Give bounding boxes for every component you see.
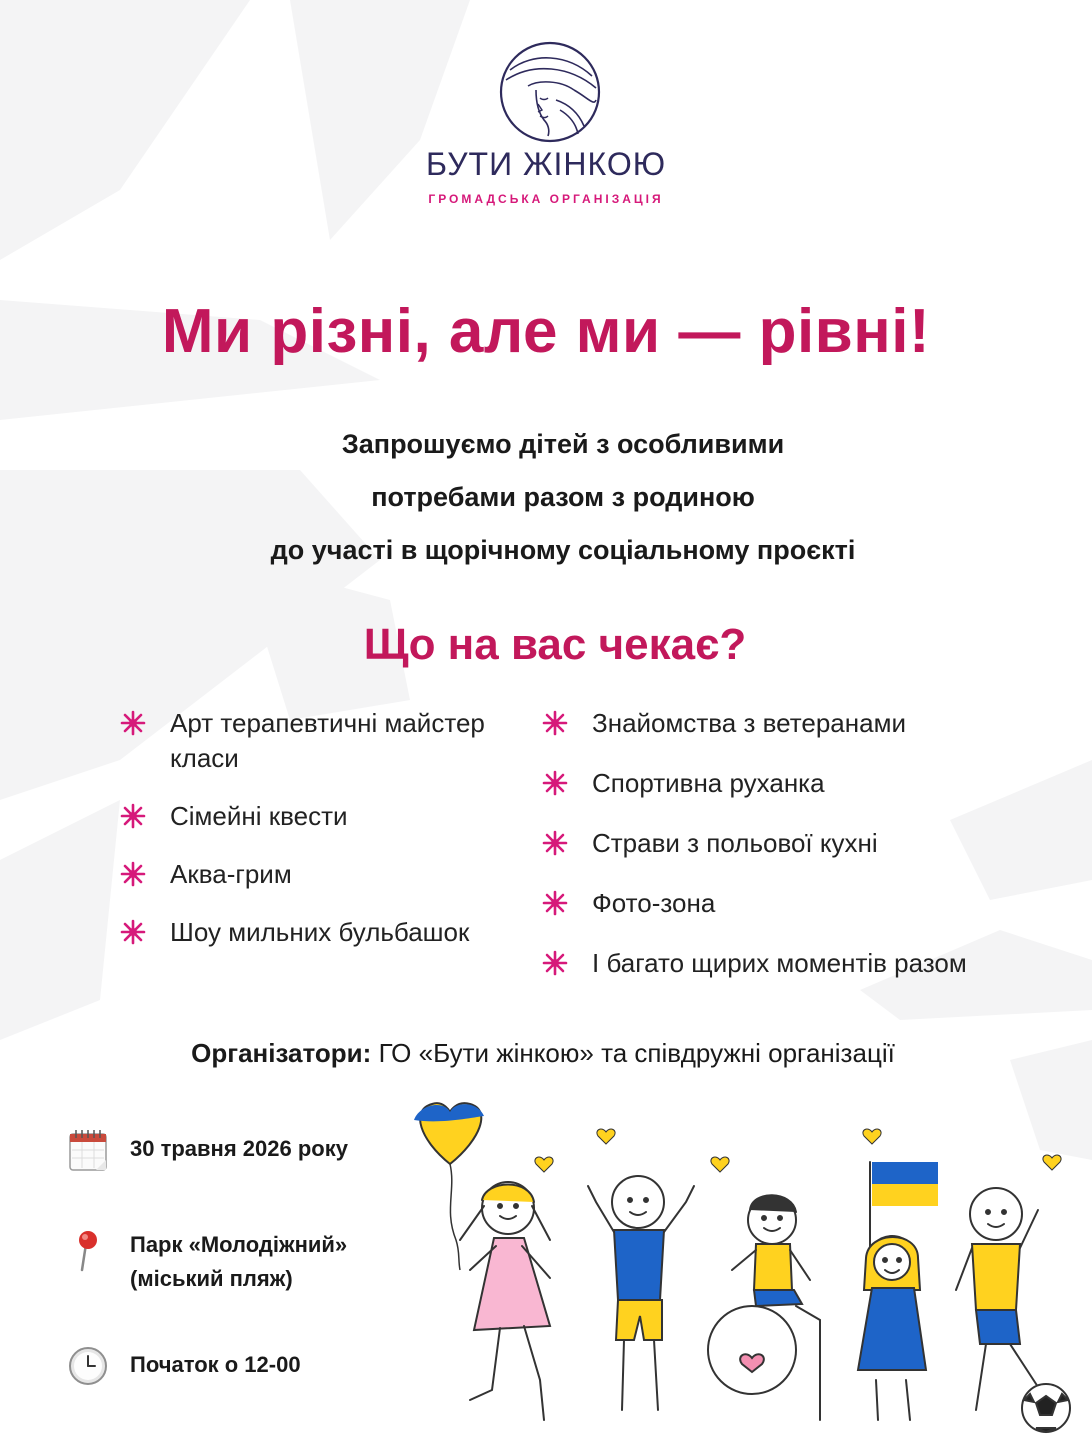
pink-starburst-icon xyxy=(542,770,568,796)
invitation-line: потребами разом з родиною xyxy=(371,482,755,512)
activity-list-right xyxy=(542,706,1042,1006)
list-item xyxy=(542,826,1042,861)
pink-starburst-icon xyxy=(120,861,146,887)
event-place-name: Парк «Молодіжний» xyxy=(130,1232,348,1257)
girl-with-flag xyxy=(858,1162,938,1420)
activity-label: Фото-зона xyxy=(592,888,716,918)
activity-label: І багато щирих моментів разом xyxy=(592,948,967,978)
list-item xyxy=(120,706,510,776)
girl-wheelchair xyxy=(708,1195,820,1420)
list-item xyxy=(542,946,1042,981)
event-place-detail: (міський пляж) xyxy=(130,1266,293,1291)
organization-name: БУТИ ЖІНКОЮ xyxy=(425,146,667,182)
pink-starburst-icon xyxy=(542,710,568,736)
list-item xyxy=(120,915,510,950)
section-heading: Що на вас чекає? xyxy=(363,620,747,669)
event-time: Початок о 12-00 xyxy=(130,1352,301,1377)
boy-blue-shirt xyxy=(588,1176,694,1410)
small-yellow-hearts xyxy=(535,1129,1061,1172)
activity-label: Аква-грим xyxy=(170,859,292,889)
organizers-text: ГО «Бути жінкою» та співдружні організації xyxy=(378,1038,895,1068)
pink-starburst-icon xyxy=(120,710,146,736)
clock-icon xyxy=(68,1344,108,1388)
organizers-label: Організатори: xyxy=(191,1038,372,1068)
organizers-line xyxy=(0,1038,1086,1069)
event-place xyxy=(130,1228,347,1296)
heart-balloon xyxy=(414,1103,484,1270)
pink-starburst-icon xyxy=(542,890,568,916)
activity-label: Страви з польової кухні xyxy=(592,828,878,858)
woman-face-logo-icon xyxy=(498,40,602,144)
activity-label: Шоу мильних бульбашок xyxy=(170,917,470,947)
calendar-icon xyxy=(68,1128,108,1172)
list-item xyxy=(120,799,510,834)
girl-pink-dress xyxy=(460,1182,550,1420)
boy-yellow-shirt xyxy=(956,1188,1040,1410)
list-item xyxy=(542,886,1042,921)
invitation-line: до участі в щорічному соціальному проєкті xyxy=(270,535,856,565)
list-item xyxy=(120,857,510,892)
activity-label: Знайомства з ветеранами xyxy=(592,708,906,738)
activity-list-left xyxy=(120,706,510,973)
organization-subtitle: ГРОМАДСЬКА ОРГАНІЗАЦІЯ xyxy=(428,192,664,206)
event-date: 30 травня 2026 року xyxy=(130,1136,348,1161)
pink-starburst-icon xyxy=(542,950,568,976)
activity-label: Арт терапевтичні майстер класи xyxy=(170,708,485,773)
activity-label: Сімейні квести xyxy=(170,801,348,831)
soccer-ball-icon xyxy=(1022,1384,1070,1432)
activity-label: Спортивна руханка xyxy=(592,768,825,798)
map-pin-icon xyxy=(68,1228,108,1272)
list-item xyxy=(542,706,1042,741)
pink-starburst-icon xyxy=(120,919,146,945)
invitation-line: Запрошуємо дітей з особливими xyxy=(341,429,785,459)
children-illustration xyxy=(400,1090,1092,1440)
page-title: Ми різні, але ми — рівні! xyxy=(161,297,931,366)
pink-starburst-icon xyxy=(120,803,146,829)
list-item xyxy=(542,766,1042,801)
invitation-text xyxy=(0,418,1092,577)
pink-starburst-icon xyxy=(542,830,568,856)
